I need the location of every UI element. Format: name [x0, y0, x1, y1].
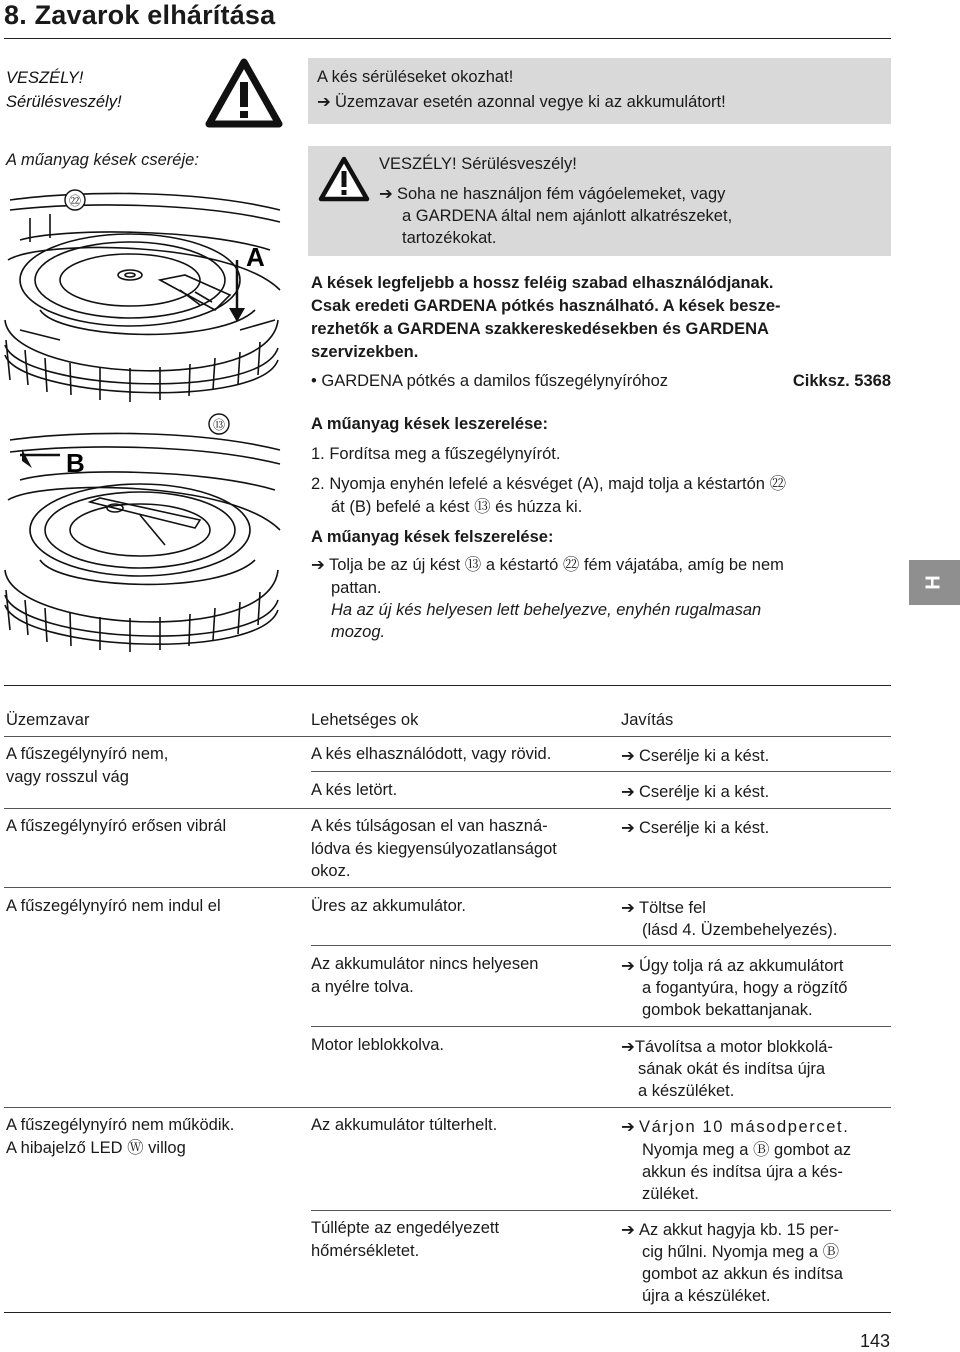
- row4b-cause-line1: Túllépte az engedélyezett: [311, 1219, 500, 1237]
- callout-B: B: [66, 448, 85, 478]
- row2-problem: A fűszegélynyíró erősen vibrál: [6, 817, 227, 835]
- arrow-icon: ➔: [621, 957, 635, 975]
- warning-box-1-line2: ➔ Üzemzavar esetén azonnal vegye ki az akkumulátort!: [317, 93, 726, 111]
- row4b-fix-line1: ➔ Az akkut hagyja kb. 15 per-: [621, 1221, 839, 1239]
- callout-13: ⑬: [212, 418, 226, 432]
- arrow-icon: ➔: [621, 819, 635, 837]
- para1-line3: rezhetők a GARDENA szakkereskedésekben és GARDENA: [311, 320, 769, 338]
- arrow-icon: ➔: [621, 899, 635, 917]
- arrow-icon: ➔: [621, 1221, 635, 1239]
- row4b-fix-line3: gombot az akkun és indítsa: [642, 1265, 843, 1283]
- arrow-icon: ➔: [621, 747, 635, 765]
- danger-label-line2: Sérülésveszély!: [6, 93, 122, 111]
- install-note-line1: Ha az új kés helyesen lett behelyezve, enyhén rugalmasan: [331, 601, 762, 619]
- install-note-line2: mozog.: [331, 623, 386, 641]
- page-number: 143: [859, 1331, 890, 1351]
- row4a-fix-line2: Nyomja meg a Ⓑ gombot az: [642, 1141, 852, 1159]
- install-line2: pattan.: [331, 579, 382, 597]
- row1a-fix: ➔ Cserélje ki a kést.: [621, 747, 770, 765]
- arrow-icon: ➔: [621, 783, 635, 801]
- warning-box-1: [308, 58, 891, 124]
- knife-replace-heading: A műanyag kések cseréje:: [6, 151, 199, 169]
- row2-cause-line1: A kés túlságosan el van haszná-: [311, 817, 548, 835]
- row3c-cause: Motor leblokkolva.: [311, 1036, 444, 1054]
- language-tab: H: [909, 560, 960, 605]
- row3b-fix-line2: a fogantyúra, hogy a rögzítő: [642, 979, 848, 997]
- row3b-cause-line1: Az akkumulátor nincs helyesen: [311, 955, 539, 973]
- row3a-cause: Üres az akkumulátor.: [311, 897, 466, 915]
- table-top-rule: [4, 685, 891, 686]
- warning-triangle-icon: [205, 58, 283, 128]
- spare-part-bullet: • GARDENA pótkés a damilos fűszegélynyíróhoz: [311, 372, 669, 390]
- callout-A: A: [246, 242, 265, 272]
- row1-sub-rule: [311, 771, 891, 772]
- row4b-cause-line2: hőmérsékletet.: [311, 1242, 420, 1260]
- warning-box-2-line1: VESZÉLY! Sérülésveszély!: [379, 155, 577, 173]
- row3b-fix-line1: ➔ Úgy tolja rá az akkumulátort: [621, 957, 844, 975]
- row3a-fix-line2: (lásd 4. Üzembehelyezés).: [642, 921, 838, 939]
- row1-problem-line1: A fűszegélynyíró nem,: [6, 745, 169, 763]
- knife-holder-illustration-bottom: [0, 410, 300, 665]
- row4a-cause: Az akkumulátor túlterhelt.: [311, 1116, 498, 1134]
- table-header-problem: Üzemzavar: [6, 711, 90, 729]
- danger-label: [6, 66, 122, 114]
- warning-box-2: [308, 146, 891, 256]
- row3-rule: [4, 1107, 891, 1108]
- row4b-fix-line2: cig hűlni. Nyomja meg a Ⓑ: [642, 1243, 840, 1261]
- para1-line2: Csak eredeti GARDENA pótkés használható. A kések besze-: [311, 297, 781, 315]
- row2-cause-line2: lódva és kiegyensúlyozatlanságot: [311, 840, 557, 858]
- warning-triangle-small-icon: [318, 156, 370, 202]
- removal-step1: 1. Fordítsa meg a fűszegélynyírót.: [311, 445, 561, 463]
- table-bottom-rule: [4, 1312, 891, 1313]
- row3b-rule: [311, 1026, 891, 1027]
- arrow-icon: ➔: [621, 1038, 635, 1056]
- row1-problem-line2: vagy rosszul vág: [6, 768, 129, 786]
- table-header-cause: Lehetséges ok: [311, 711, 419, 729]
- row3-problem: A fűszegélynyíró nem indul el: [6, 897, 221, 915]
- row2-fix: ➔ Cserélje ki a kést.: [621, 819, 770, 837]
- arrow-icon: ➔: [379, 185, 393, 203]
- para1-line4: szervizekben.: [311, 343, 419, 361]
- row4-problem-line2: A hibajelző LED Ⓦ villog: [6, 1139, 186, 1157]
- install-line1: ➔ Tolja be az új kést ⑬ a késtartó ㉒ fém vájatába, amíg be nem: [311, 556, 784, 574]
- knife-holder-illustration-top: [0, 180, 300, 405]
- row3c-fix-line2: sának okát és indítsa újra: [638, 1060, 826, 1078]
- removal-heading: A műanyag kések leszerelése:: [311, 415, 548, 433]
- row1b-cause: A kés letört.: [311, 781, 398, 799]
- row3b-cause-line2: a nyélre tolva.: [311, 978, 414, 996]
- warning-box-2-line4: tartozékokat.: [402, 229, 497, 247]
- row4a-fix-line3: akkun és indítsa újra a kés-: [642, 1163, 843, 1181]
- row1b-fix: ➔ Cserélje ki a kést.: [621, 783, 770, 801]
- row4a-fix-line1: ➔ Várjon 10 másodpercet.: [621, 1118, 850, 1136]
- table-header-fix: Javítás: [621, 711, 674, 729]
- row3a-rule: [311, 945, 891, 946]
- arrow-icon: ➔: [311, 556, 325, 574]
- removal-step2-line1: 2. Nyomja enyhén lefelé a késvéget (A), majd tolja a késtartón ㉒: [311, 475, 787, 493]
- removal-step2-line2: át (B) befelé a kést ⑬ és húzza ki.: [331, 498, 583, 516]
- install-heading: A műanyag kések felszerelése:: [311, 528, 554, 546]
- row1a-cause: A kés elhasználódott, vagy rövid.: [311, 745, 552, 763]
- article-number: Cikksz. 5368: [792, 372, 891, 390]
- row4b-fix-line4: újra a készüléket.: [642, 1287, 771, 1305]
- para1-line1: A kések legfeljebb a hossz feléig szabad elhasználódjanak.: [311, 274, 774, 292]
- arrow-icon: ➔: [317, 93, 331, 111]
- warning-box-2-line3: a GARDENA által nem ajánlott alkatrészeket,: [402, 207, 733, 225]
- row4a-fix-line4: züléket.: [642, 1185, 699, 1203]
- row3c-fix-line1: ➔Távolítsa a motor blokkolá-: [621, 1038, 833, 1056]
- row1-rule: [4, 808, 891, 809]
- row4-problem-line1: A fűszegélynyíró nem működik.: [6, 1116, 235, 1134]
- warning-box-1-line1: A kés sérüléseket okozhat!: [317, 68, 514, 86]
- page-title: 8. Zavarok elhárítása: [4, 0, 276, 30]
- row3a-fix-line1: ➔ Töltse fel: [621, 899, 706, 917]
- row2-cause-line3: okoz.: [311, 862, 351, 880]
- row4a-rule: [311, 1210, 891, 1211]
- callout-22: ㉒: [68, 194, 82, 208]
- row2-rule: [4, 887, 891, 888]
- title-divider: [4, 38, 891, 39]
- table-header-rule: [4, 736, 891, 737]
- row3b-fix-line3: gombok bekattanjanak.: [642, 1001, 813, 1019]
- arrow-icon: ➔: [621, 1118, 637, 1136]
- warning-box-2-line2: ➔ Soha ne használjon fém vágóelemeket, vagy: [379, 185, 726, 203]
- row3c-fix-line3: a készüléket.: [638, 1082, 735, 1100]
- danger-label-line1: VESZÉLY!: [6, 69, 84, 87]
